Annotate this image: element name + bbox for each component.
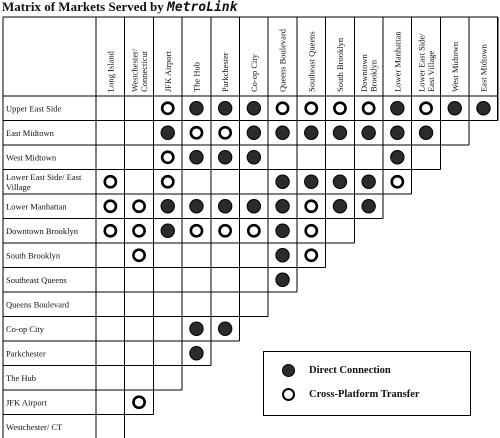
direct-connection-marker (333, 175, 346, 188)
column-header-label: Lower Manhattan (392, 31, 403, 92)
cross-platform-transfer-marker (162, 176, 173, 187)
cross-platform-transfer-marker (191, 127, 202, 138)
row-label: Village (6, 181, 31, 192)
cross-platform-transfer-marker (220, 127, 231, 138)
row-label: Southeast Queens (6, 274, 67, 285)
cross-platform-transfer-marker (133, 201, 144, 212)
row-label: East Midtown (6, 127, 54, 138)
direct-connection-marker (247, 200, 260, 213)
column-header-label: Lower East Side/ (416, 33, 427, 92)
cross-platform-transfer-marker (334, 103, 345, 114)
column-header-label: Westchester/ (129, 48, 140, 92)
direct-connection-marker (161, 200, 174, 213)
cross-platform-transfer-marker (306, 225, 317, 236)
direct-connection-marker (190, 102, 203, 115)
column-header-label: Co-op City (248, 53, 259, 92)
direct-connection-marker (477, 102, 490, 115)
row-label: The Hub (6, 372, 36, 383)
column-header-label: East Midtown (478, 44, 489, 92)
column-header-label: Parkchester (220, 52, 231, 92)
direct-connection-marker (161, 224, 174, 237)
legend-item-cross (282, 388, 420, 401)
title-brand: MetroLink (167, 0, 238, 15)
cross-platform-transfer-marker (306, 250, 317, 261)
cross-platform-transfer-marker (306, 201, 317, 212)
direct-connection-marker (247, 126, 260, 139)
cross-platform-transfer-marker (133, 397, 144, 408)
row-label: JFK Airport (6, 397, 47, 408)
direct-connection-marker (333, 126, 346, 139)
cross-platform-transfer-marker (248, 225, 259, 236)
direct-connection-marker (276, 273, 289, 286)
direct-connection-marker (391, 102, 404, 115)
direct-connection-marker (362, 200, 375, 213)
cross-platform-transfer-marker (133, 250, 144, 261)
direct-connection-marker (419, 126, 432, 139)
direct-connection-marker (362, 126, 375, 139)
cross-platform-transfer-marker (105, 201, 116, 212)
direct-connection-marker (305, 126, 318, 139)
column-header-label: JFK Airport (162, 51, 173, 92)
direct-connection-marker (276, 126, 289, 139)
cross-platform-transfer-marker (133, 225, 144, 236)
cross-platform-transfer-marker (363, 103, 374, 114)
cross-platform-transfer-marker (162, 103, 173, 114)
cross-platform-transfer-marker (105, 176, 116, 187)
column-header-label: Long Island (105, 51, 116, 92)
direct-connection-marker (218, 200, 231, 213)
row-label: Lower East Side/ East (6, 171, 82, 182)
cross-platform-transfer-icon (282, 388, 295, 401)
row-label: Westchester/ CT (6, 421, 63, 432)
row-label: Queens Boulevard (6, 299, 70, 310)
column-header-label: Brooklyn (368, 59, 379, 92)
direct-connection-marker (276, 224, 289, 237)
cross-platform-transfer-marker (105, 225, 116, 236)
legend-label-direct: Direct Connection (309, 365, 391, 376)
row-label: Lower Manhattan (6, 201, 67, 212)
direct-connection-marker (391, 151, 404, 164)
column-header-label: Connecticut (138, 50, 149, 92)
direct-connection-marker (190, 347, 203, 360)
legend-label-cross: Cross-Platform Transfer (309, 389, 420, 400)
cross-platform-transfer-marker (277, 103, 288, 114)
row-label: Co-op City (6, 323, 45, 334)
direct-connection-marker (190, 322, 203, 335)
title-prefix: Matrix of Markets Served by (2, 0, 167, 14)
column-header-label: West Midtown (449, 41, 460, 92)
direct-connection-icon (282, 364, 295, 377)
direct-connection-marker (391, 126, 404, 139)
row-label: Downtown Brooklyn (6, 225, 79, 236)
direct-connection-marker (190, 151, 203, 164)
cross-platform-transfer-marker (392, 176, 403, 187)
direct-connection-marker (448, 102, 461, 115)
column-header-label: The Hub (191, 62, 202, 92)
cross-platform-transfer-marker (220, 225, 231, 236)
direct-connection-marker (362, 175, 375, 188)
row-label: Parkchester (6, 348, 46, 359)
column-header-label: Southeast Queens (306, 31, 317, 92)
direct-connection-marker (161, 126, 174, 139)
direct-connection-marker (247, 102, 260, 115)
column-header-label: East Village (425, 50, 436, 92)
direct-connection-marker (190, 200, 203, 213)
direct-connection-marker (276, 175, 289, 188)
column-header-label: Queens Boulevard (277, 28, 288, 92)
direct-connection-marker (276, 249, 289, 262)
direct-connection-marker (305, 175, 318, 188)
direct-connection-marker (218, 102, 231, 115)
row-label: Upper East Side (6, 103, 62, 114)
column-header-label: South Brooklyn (334, 37, 345, 92)
cross-platform-transfer-marker (306, 103, 317, 114)
direct-connection-marker (247, 151, 260, 164)
direct-connection-marker (276, 200, 289, 213)
legend (263, 351, 471, 416)
legend-item-direct (282, 364, 391, 377)
row-label: South Brooklyn (6, 250, 61, 261)
cross-platform-transfer-marker (162, 152, 173, 163)
cross-platform-transfer-marker (191, 225, 202, 236)
cross-platform-transfer-marker (420, 103, 431, 114)
direct-connection-marker (218, 322, 231, 335)
direct-connection-marker (218, 151, 231, 164)
column-header-label: Downtown (358, 54, 369, 92)
row-label: West Midtown (6, 152, 57, 163)
direct-connection-marker (333, 200, 346, 213)
